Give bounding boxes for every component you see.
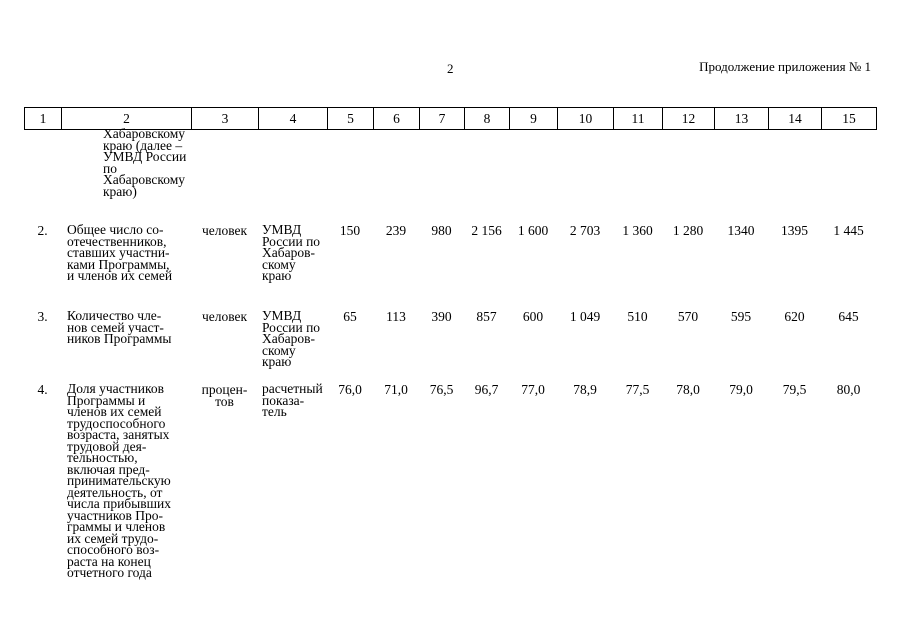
value-cell: 76,5 (429, 382, 454, 397)
value-cell: 77,5 (625, 382, 650, 397)
value-cell: 150 (339, 223, 361, 238)
value-cell (419, 128, 464, 224)
value-cell (557, 128, 613, 224)
indicator-name: Хабаровскому краю (далее – УМВД России по Хабаровскому краю) (103, 126, 187, 199)
header-col-3: 3 (192, 108, 259, 130)
row-number: 2. (37, 223, 48, 238)
value-cell: 1 280 (672, 223, 704, 238)
value-cell: 96,7 (474, 382, 499, 397)
value-cell: 76,0 (338, 382, 362, 397)
header-col-13: 13 (715, 108, 769, 130)
value-cell (373, 128, 419, 224)
value-cell: 620 (784, 309, 805, 324)
value-cell: 113 (386, 309, 406, 324)
value-cell (327, 128, 373, 224)
header-col-4: 4 (259, 108, 328, 130)
value-cell: 71,0 (384, 382, 408, 397)
data-source: расчетный показа- тель (262, 381, 323, 419)
value-cell: 595 (730, 309, 752, 324)
value-cell: 570 (677, 309, 699, 324)
value-cell: 600 (522, 309, 544, 324)
value-cell: 510 (627, 309, 648, 324)
value-cell: 1 445 (833, 223, 864, 238)
unit: человек (201, 223, 248, 238)
indicator-name: Количество чле- нов семей участ- ников Программы (67, 308, 172, 346)
data-source (258, 128, 327, 224)
header-col-11: 11 (614, 108, 663, 130)
table-row (24, 224, 876, 310)
header-col-2: 2 (62, 108, 192, 130)
header-col-9: 9 (510, 108, 558, 130)
value-cell: 857 (476, 309, 497, 324)
table-row (24, 310, 876, 383)
value-cell: 80,0 (836, 382, 861, 397)
indicators-table (24, 128, 876, 614)
value-cell: 78,9 (573, 382, 597, 397)
value-cell: 1 600 (517, 223, 549, 238)
value-cell (662, 128, 714, 224)
value-cell (768, 128, 821, 224)
value-cell (613, 128, 662, 224)
value-cell: 1 360 (622, 223, 653, 238)
row-number: 4. (37, 382, 48, 397)
indicator-name: Доля участников Программы и членов их семей трудоспособного возраста, занятых трудовой дея- тельностью, включая пред- принимательскую деятельность, от числа прибывших участников Про- граммы и членов их семей трудо- способного воз- раста на конец отчетного года (67, 381, 171, 580)
header-col-10: 10 (558, 108, 614, 130)
value-cell: 980 (431, 223, 452, 238)
data-source: УМВД России по Хабаров- скому краю (262, 222, 321, 283)
header-col-6: 6 (374, 108, 420, 130)
header-col-5: 5 (328, 108, 374, 130)
header-col-1: 1 (25, 108, 62, 130)
value-cell: 2 703 (569, 223, 601, 238)
value-cell: 1340 (727, 223, 755, 238)
value-cell: 239 (385, 223, 407, 238)
value-cell: 1 049 (569, 309, 601, 324)
value-cell: 2 156 (471, 223, 502, 238)
value-cell: 65 (343, 309, 357, 324)
value-cell: 78,0 (676, 382, 700, 397)
value-cell (714, 128, 768, 224)
value-cell (464, 128, 509, 224)
header-col-7: 7 (420, 108, 465, 130)
unit: процен- тов (201, 382, 248, 409)
table-row (24, 128, 876, 224)
indicator-name: Общее число со- отечественников, ставших участни- ками Программы, и членов их семей (67, 222, 173, 283)
header-col-15: 15 (822, 108, 877, 130)
header-col-14: 14 (769, 108, 822, 130)
value-cell: 1395 (781, 223, 808, 238)
value-cell (509, 128, 557, 224)
value-cell: 79,0 (729, 382, 753, 397)
value-cell (821, 128, 876, 224)
header-col-12: 12 (663, 108, 715, 130)
row-number (24, 128, 61, 224)
table-row (24, 383, 876, 614)
value-cell: 390 (431, 309, 452, 324)
row-number: 3. (37, 309, 48, 324)
appendix-continuation-label: Продолжение приложения № 1 (699, 59, 871, 74)
data-source: УМВД России по Хабаров- скому краю (262, 308, 321, 369)
value-cell: 77,0 (521, 382, 545, 397)
unit (191, 128, 258, 224)
value-cell: 645 (838, 309, 859, 324)
unit: человек (201, 309, 248, 324)
header-col-8: 8 (465, 108, 510, 130)
page-number: 2 (447, 61, 454, 76)
value-cell: 79,5 (782, 382, 807, 397)
